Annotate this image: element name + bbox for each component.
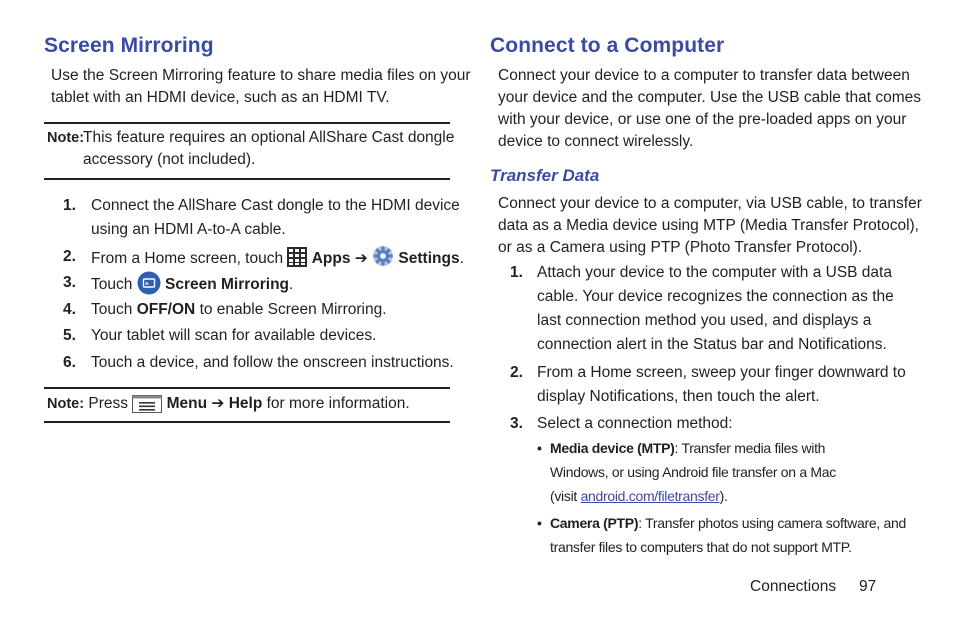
step-2: 2. From a Home screen, sweep your finger downward to display Notifications, then touch the alert. xyxy=(510,364,906,405)
step-5: 5. Your tablet will scan for available devices. xyxy=(63,327,377,344)
step-3: 3. Select a connection method: xyxy=(510,415,733,432)
bullet-media-device: • Media device (MTP): Transfer media files with Windows, or using Android file transfer on a Mac (visit android.com/filetransfer). xyxy=(537,440,836,504)
section-title: Connect to a Computer xyxy=(490,34,725,57)
note-label: Note: xyxy=(47,130,85,146)
transfer-paragraph: Connect your device to a computer, via USB cable, to transfer data as a Media device using MTP (Media Transfer Protocol), or as a Camera using PTP (Photo Transfer Protocol). xyxy=(498,195,922,256)
divider xyxy=(44,178,450,180)
note-box: Note: This feature requires an optional AllShare Cast dongle accessory (not included). xyxy=(47,129,455,168)
note-label: Note: xyxy=(47,396,85,412)
note-box: Note: Press Menu ➔ Help for more information. xyxy=(47,393,410,420)
divider xyxy=(44,421,450,423)
intro-paragraph: Connect your device to a computer to transfer data between your device and the computer. Use the USB cable that comes with your device, or use one of the pre-loaded apps on your device to connect wirelessly. xyxy=(498,67,922,150)
step-4: 4. Touch OFF/ON to enable Screen Mirroring. xyxy=(63,301,387,318)
filetransfer-link[interactable]: android.com/filetransfer xyxy=(580,488,720,504)
page-number: 97 xyxy=(859,578,877,595)
menu-key-icon xyxy=(132,395,162,420)
step-1: 1. Connect the AllShare Cast dongle to the HDMI device using an HDMI A-to-A cable. xyxy=(63,197,460,238)
settings-gear-icon xyxy=(372,245,394,275)
step-2: 2. From a Home screen, touch Apps ➔ Settings. xyxy=(63,245,464,275)
step-6: 6. Touch a device, and follow the onscreen instructions. xyxy=(63,354,454,371)
divider xyxy=(44,122,450,124)
bullet-camera: • Camera (PTP): Transfer photos using camera software, and transfer files to computers that do not support MTP. xyxy=(537,515,906,555)
step-3: 3. Touch Screen Mirroring. xyxy=(63,271,293,303)
divider xyxy=(44,387,450,389)
step-1: 1. Attach your device to the computer with a USB data cable. Your device recognizes the connection as the last connection method you used, and displays a connection alert in the Status bar and Notifications. xyxy=(510,264,894,353)
subsection-title: Transfer Data xyxy=(490,166,600,185)
footer-section-name: Connections xyxy=(750,578,837,595)
section-title: Screen Mirroring xyxy=(44,34,214,57)
intro-paragraph: Use the Screen Mirroring feature to share media files on your tablet with an HDMI device, such as an HDMI TV. xyxy=(51,67,471,106)
